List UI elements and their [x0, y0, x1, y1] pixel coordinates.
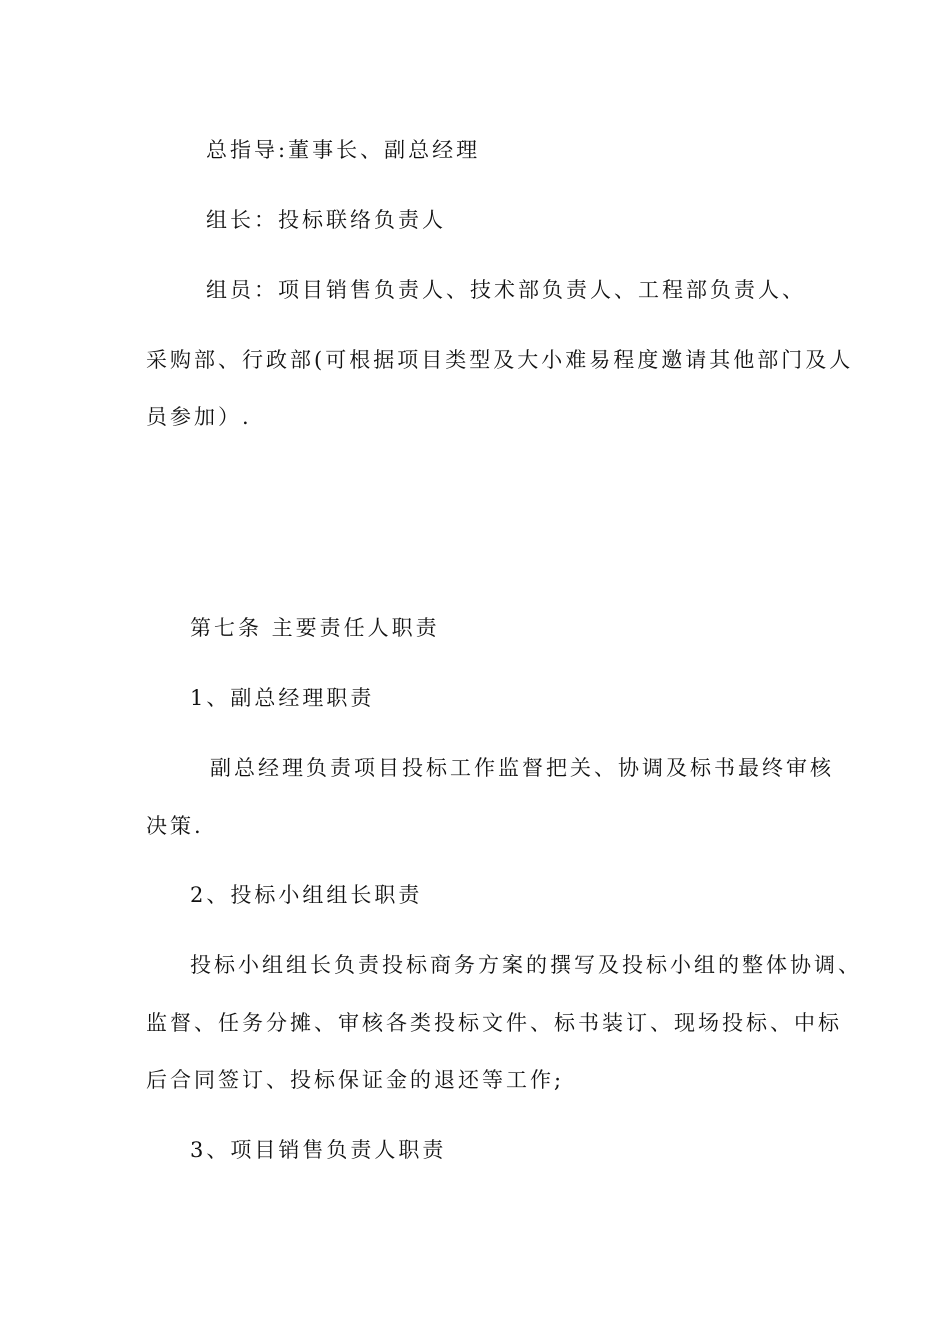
text-line-general-director: 总指导:董事长、副总经理 — [206, 138, 481, 162]
paragraph-vice-gm-duties-cont: 决策. — [146, 814, 204, 838]
text-line-team-members-cont-2: 员参加）. — [146, 405, 252, 429]
subheading-sales-lead-duties: 3、项目销售负责人职责 — [190, 1138, 447, 1162]
section-heading-article-7: 第七条 主要责任人职责 — [190, 616, 440, 640]
text-line-team-members-cont-1: 采购部、行政部(可根据项目类型及大小难易程度邀请其他部门及人 — [146, 348, 854, 372]
subheading-vice-gm-duties: 1、副总经理职责 — [190, 686, 375, 710]
text-line-team-leader: 组长：投标联络负责人 — [206, 208, 446, 232]
paragraph-vice-gm-duties: 副总经理负责项目投标工作监督把关、协调及标书最终审核 — [210, 756, 834, 780]
paragraph-team-leader-duties-cont-2: 后合同签订、投标保证金的退还等工作; — [146, 1068, 565, 1092]
paragraph-team-leader-duties: 投标小组组长负责投标商务方案的撰写及投标小组的整体协调、 — [190, 953, 862, 977]
paragraph-team-leader-duties-cont-1: 监督、任务分摊、审核各类投标文件、标书装订、现场投标、中标 — [146, 1011, 842, 1035]
text-line-team-members: 组员：项目销售负责人、技术部负责人、工程部负责人、 — [206, 278, 806, 302]
subheading-team-leader-duties: 2、投标小组组长职责 — [190, 883, 423, 907]
